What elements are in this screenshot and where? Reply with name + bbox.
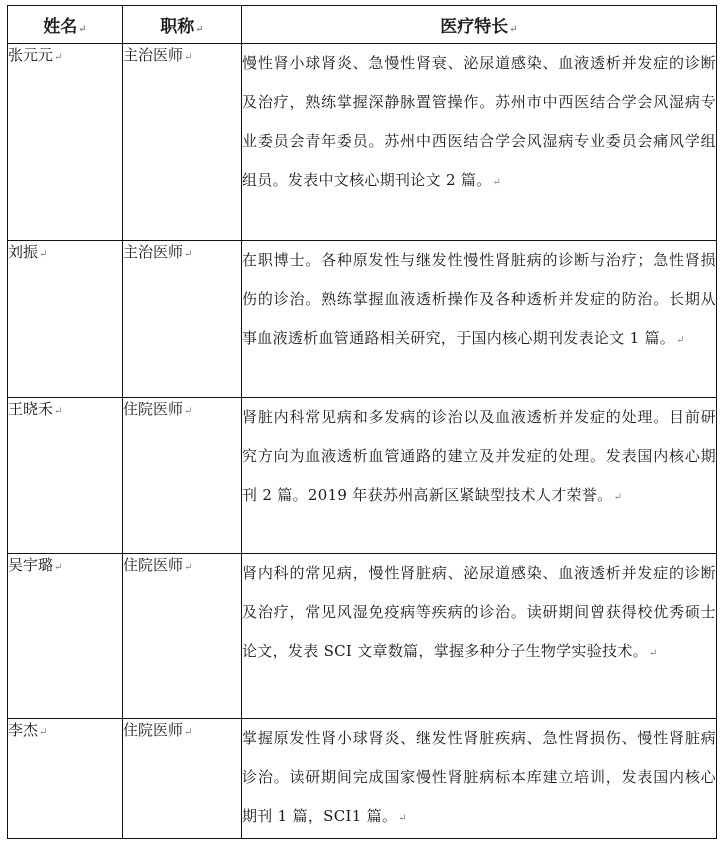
paragraph-mark-icon: ↵ xyxy=(648,648,658,659)
doctor-name: 张元元↵ xyxy=(8,44,123,241)
paragraph-mark-icon: ↵ xyxy=(184,52,193,63)
doctor-table xyxy=(7,5,717,839)
paragraph-mark-icon: ↵ xyxy=(184,727,193,738)
paragraph-mark-icon: ↵ xyxy=(39,727,48,738)
doctor-name: 李杰↵ xyxy=(8,719,123,839)
table-row xyxy=(8,44,717,241)
table-row xyxy=(8,554,717,719)
doctor-specialty: 肾内科的常见病，慢性肾脏病、泌尿道感染、血液透析并发症的诊断及治疗，常见风湿免疫病等疾病的诊治。读研期间曾获得校优秀硕士论文，发表 SCI 文章数篇，掌握多种分子生物学实验技术。↵ xyxy=(242,554,717,719)
paragraph-mark-icon: ↵ xyxy=(195,24,204,35)
paragraph-mark-icon: ↵ xyxy=(184,406,193,417)
table-row xyxy=(8,398,717,554)
doctor-specialty: 在职博士。各种原发性与继发性慢性肾脏病的诊断与治疗；急性肾损伤的诊治。熟练掌握血液透析操作及各种透析并发症的防治。长期从事血液透析血管通路相关研究，于国内核心期刊发表论文 1 篇。↵ xyxy=(242,241,717,398)
doctor-title: 住院医师↵ xyxy=(123,398,242,554)
header-title: 职称↵ xyxy=(123,6,242,44)
paragraph-mark-icon: ↵ xyxy=(184,249,193,260)
doctor-title: 主治医师↵ xyxy=(123,44,242,241)
doctor-specialty: 肾脏内科常见病和多发病的诊治以及血液透析并发症的处理。目前研究方向为血液透析血管通路的建立及并发症的处理。发表国内核心期刊 2 篇。2019 年获苏州高新区紧缺型技术人才荣誉。↵ xyxy=(242,398,717,554)
header-specialty: 医疗特长↵ xyxy=(242,6,717,44)
paragraph-mark-icon: ↵ xyxy=(39,249,48,260)
doctor-title: 住院医师↵ xyxy=(123,554,242,719)
paragraph-mark-icon: ↵ xyxy=(492,177,502,188)
doctor-specialty: 掌握原发性肾小球肾炎、继发性肾脏疾病、急性肾损伤、慢性肾脏病诊治。读研期间完成国家慢性肾脏病标本库建立培训，发表国内核心期刊 1 篇，SCI1 篇。↵ xyxy=(242,719,717,839)
table-row xyxy=(8,241,717,398)
doctor-specialty: 慢性肾小球肾炎、急慢性肾衰、泌尿道感染、血液透析并发症的诊断及治疗，熟练掌握深静脉置管操作。苏州市中西医结合学会风湿病专业委员会青年委员。苏州中西医结合学会风湿病专业委员会痛风学组组员。发表中文核心期刊论文 2 篇。↵ xyxy=(242,44,717,241)
paragraph-mark-icon: ↵ xyxy=(78,24,87,35)
doctor-title: 主治医师↵ xyxy=(123,241,242,398)
paragraph-mark-icon: ↵ xyxy=(184,562,193,573)
paragraph-mark-icon: ↵ xyxy=(398,813,407,824)
paragraph-mark-icon: ↵ xyxy=(54,562,63,573)
doctor-name: 刘振↵ xyxy=(8,241,123,398)
paragraph-mark-icon: ↵ xyxy=(613,492,623,503)
table-header-row xyxy=(8,6,717,44)
paragraph-mark-icon: ↵ xyxy=(54,406,63,417)
paragraph-mark-icon: ↵ xyxy=(676,335,685,346)
paragraph-mark-icon: ↵ xyxy=(509,24,518,35)
header-name: 姓名↵ xyxy=(8,6,123,44)
doctor-title: 住院医师↵ xyxy=(123,719,242,839)
doctor-name: 王晓禾↵ xyxy=(8,398,123,554)
table-row xyxy=(8,719,717,839)
paragraph-mark-icon: ↵ xyxy=(54,52,63,63)
doctor-name: 吴宇璐↵ xyxy=(8,554,123,719)
